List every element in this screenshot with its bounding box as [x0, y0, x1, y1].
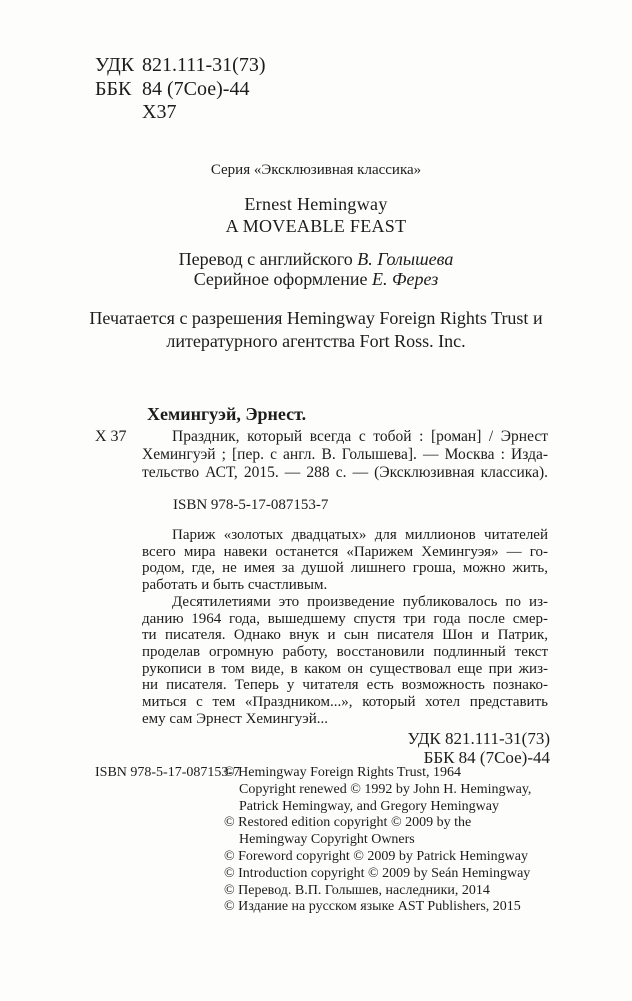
author-mark: Х37 [142, 101, 177, 123]
udk-label: УДК [95, 54, 135, 76]
copyright-line: Copyright renewed © 1992 by John H. Hemingway, [239, 781, 532, 797]
translator-name: В. Голышева [357, 249, 454, 269]
design-credit [0, 270, 632, 288]
footer-udk: УДК 821.111-31(73) [407, 729, 550, 748]
annotation-line: ни писателя. Теперь у читателя есть возможность познако- [142, 677, 548, 694]
design-label: Серийное оформление [193, 269, 368, 289]
copyright-line: © Перевод. В.П. Голышев, наследники, 2014 [224, 882, 490, 898]
catalog-isbn: ISBN 978-5-17-087153-7 [173, 497, 329, 513]
original-author: Ernest Hemingway [244, 194, 388, 214]
catalog-line: тельство АСТ, 2015. — 288 с. — (Эксклюзивная классика). [142, 464, 548, 481]
copyright-line: © Hemingway Foreign Rights Trust, 1964 [224, 765, 461, 780]
bbk-value: 84 (7Сое)-44 [142, 78, 250, 100]
annotation-line: работать и быть счастливым. [142, 577, 328, 594]
copyright-line: Patrick Hemingway, and Gregory Hemingway [239, 798, 499, 814]
copyright-line: © Издание на русском языке AST Publishers, 2015 [224, 899, 521, 915]
footer-bbk: ББК 84 (7Сое)-44 [423, 748, 550, 767]
annotation-line: Десятилетиями это произведение публиковалось по из- [172, 593, 548, 610]
copyright-line: © Foreword copyright © 2009 by Patrick Hemingway [224, 849, 528, 864]
permission-line: Печатается с разрешения Hemingway Foreign Rights Trust и [89, 308, 543, 328]
copyright-line: © Restored edition copyright © 2009 by the [224, 815, 472, 831]
catalog-mark: Х 37 [95, 428, 127, 445]
footer-isbn: ISBN 978-5-17-087153-7 [95, 765, 241, 780]
catalog-heading: Хемингуэй, Эрнест. [147, 404, 307, 424]
udk-value: 821.111-31(73) [142, 54, 266, 76]
series: Серия «Эксклюзивная классика» [210, 162, 422, 178]
annotation-line: всего мира навеки останется «Парижем Хемингуэя» — го- [142, 543, 548, 560]
copyright-line: © Introduction copyright © 2009 by Seán Hemingway [224, 865, 531, 881]
annotation-line: данию 1964 года, вышедшему спустя три года после смер- [142, 610, 548, 627]
annotation-line: родом, где, не имея за душой лишнего гроша, можно жить, [142, 560, 548, 577]
translation-label: Перевод с английского [178, 249, 353, 269]
annotation-line: ему сам Эрнест Хемингуэй... [142, 710, 328, 727]
catalog-line: Хемингуэй ; [пер. с англ. В. Голышева]. — Москва : Изда- [142, 446, 548, 463]
annotation-line: проделав огромную работу, восстановили подлинный текст [142, 643, 548, 660]
permission-line: литературного агентства Fort Ross. Inc. [166, 331, 466, 351]
bbk-label: ББК [95, 78, 132, 100]
annotation-line: миться с тем «Праздником...», который хотел представить [142, 694, 548, 710]
annotation-line: Париж «золотых двадцатых» для миллионов читателей [172, 527, 548, 543]
catalog-line: Праздник, который всегда с тобой : [роман] / Эрнест [172, 428, 548, 445]
copyright-line: Hemingway Copyright Owners [239, 832, 415, 848]
designer-name: Е. Ферез [372, 269, 439, 289]
annotation-line: рукописи в том виде, в каком он существовал еще при жиз- [142, 660, 548, 677]
translation-credit [0, 250, 632, 268]
original-title: A MOVEABLE FEAST [225, 216, 407, 236]
annotation-line: ти писателя. Однако внук и сын писателя Шон и Патрик, [142, 627, 548, 644]
